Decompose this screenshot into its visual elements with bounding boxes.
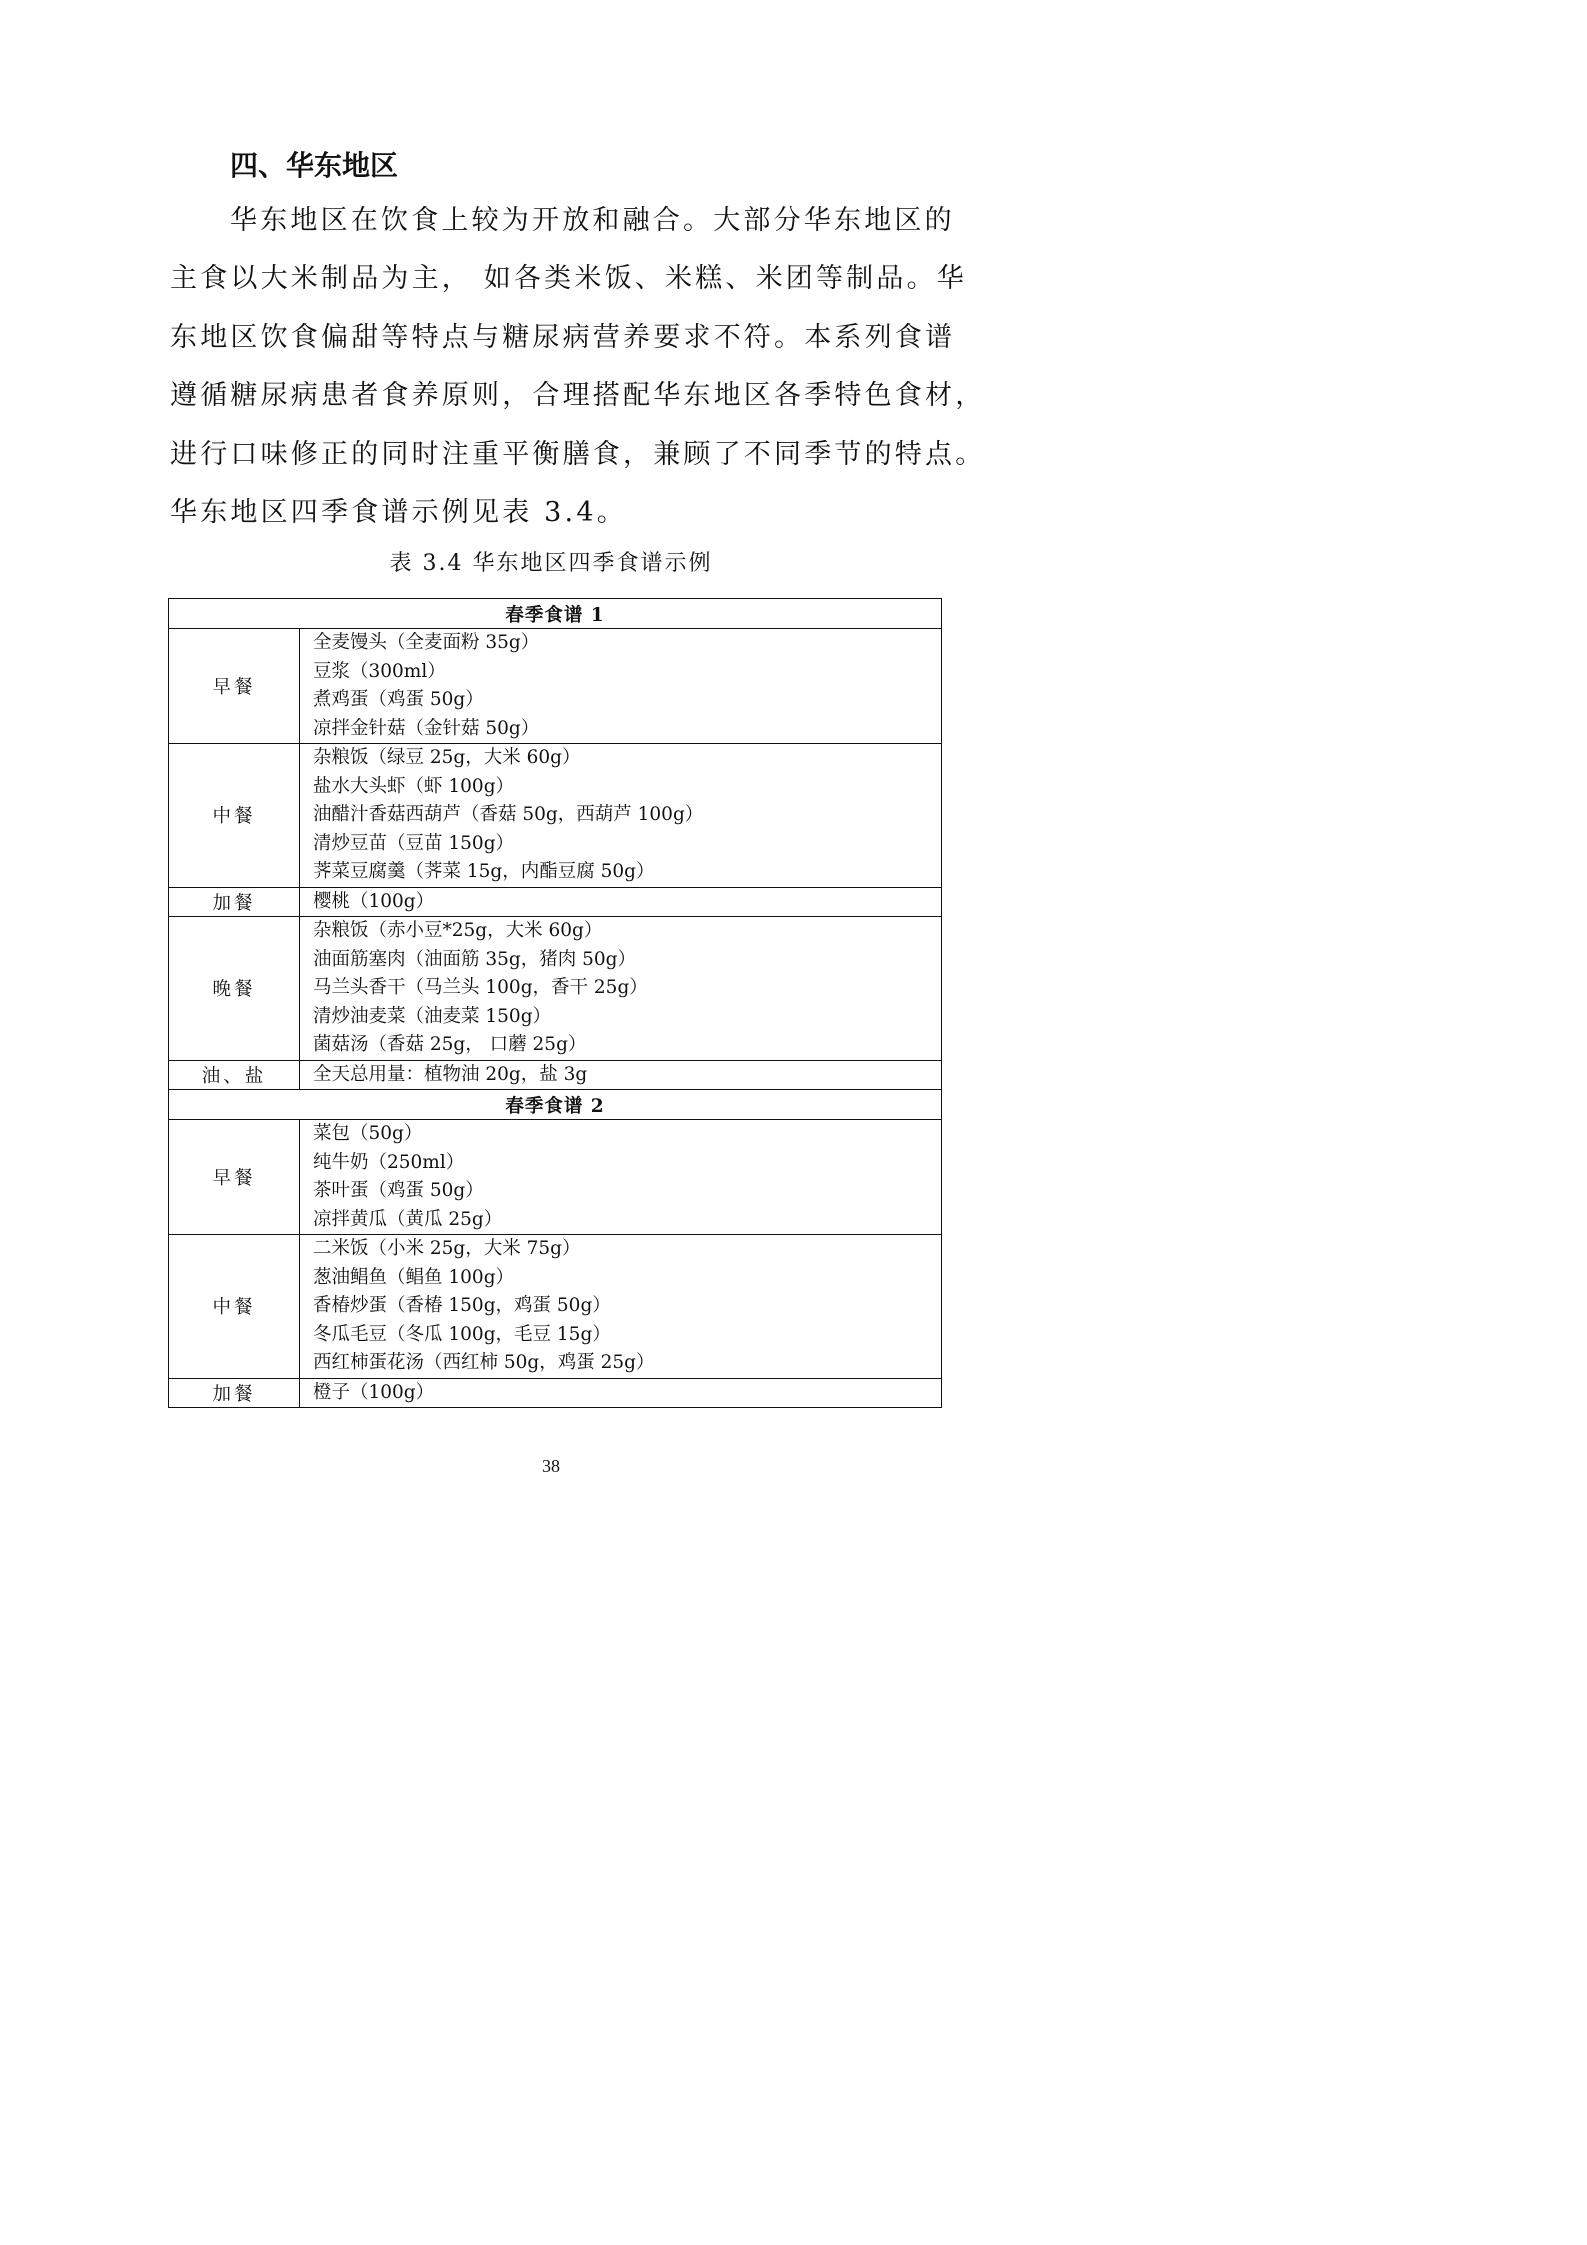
meal-row	[169, 1378, 942, 1408]
intro-paragraph	[170, 192, 986, 542]
page-number: 38	[542, 1456, 560, 1476]
intro-line: 进行口味修正的同时注重平衡膳食，兼顾了不同季节的特点。	[170, 438, 986, 470]
dish-item: 菌菇汤（香菇 25g， 口蘑 25g）	[313, 1034, 587, 1055]
dish-list	[300, 744, 942, 888]
dish-list	[300, 629, 942, 744]
intro-line: 主食以大米制品为主， 如各类米饭、米糕、米团等制品。华	[170, 263, 967, 295]
dish-item: 樱桃（100g）	[313, 890, 435, 912]
dish-item: 葱油鲳鱼（鲳鱼 100g）	[313, 1266, 515, 1288]
meal-row	[169, 917, 942, 1061]
dish-item: 杂粮饭（绿豆 25g，大米 60g）	[313, 747, 581, 768]
intro-line: 华东地区在饮食上较为开放和融合。大部分华东地区的	[230, 205, 955, 236]
dish-list	[300, 917, 942, 1061]
meal-row	[169, 887, 942, 917]
meal-row	[169, 1235, 942, 1379]
meal-name: 加餐	[169, 1378, 300, 1408]
dish-item: 清炒油麦菜（油麦菜 150g）	[313, 1005, 552, 1027]
menu-title: 春季食谱 2	[169, 1090, 942, 1120]
dish-item: 清炒豆苗（豆苗 150g）	[313, 832, 515, 854]
meal-name: 油、盐	[169, 1060, 300, 1090]
menu-title: 春季食谱 1	[169, 599, 942, 629]
menu-title-row	[169, 1090, 942, 1120]
dish-item: 煮鸡蛋（鸡蛋 50g）	[313, 689, 484, 710]
dish-item: 油醋汁香菇西葫芦（香菇 50g，西葫芦 100g）	[313, 804, 704, 825]
dish-item: 荠菜豆腐羹（荠菜 15g，内酯豆腐 50g）	[313, 861, 655, 882]
table-caption: 表 3.4 华东地区四季食谱示例	[389, 551, 713, 576]
meal-name: 早餐	[169, 1120, 300, 1235]
dish-item: 盐水大头虾（虾 100g）	[313, 775, 515, 797]
menu-table-body	[169, 599, 942, 1408]
intro-line: 遵循糖尿病患者食养原则，合理搭配华东地区各季特色食材，	[170, 380, 986, 412]
dish-item: 西红柿蛋花汤（西红柿 50g，鸡蛋 25g）	[313, 1352, 655, 1373]
dish-item: 凉拌黄瓜（黄瓜 25g）	[313, 1208, 503, 1230]
meal-row	[169, 1120, 942, 1235]
meal-name: 早餐	[169, 629, 300, 744]
intro-line: 东地区饮食偏甜等特点与糖尿病营养要求不符。本系列食谱	[170, 321, 956, 353]
meal-name: 中餐	[169, 744, 300, 888]
menu-table	[168, 598, 942, 1408]
dish-list	[300, 1378, 942, 1408]
section-heading: 四、华东地区	[230, 149, 399, 182]
dish-item: 全天总用量：植物油 20g，盐 3g	[313, 1063, 588, 1085]
dish-item: 凉拌金针菇（金针菇 50g）	[313, 717, 540, 739]
dish-item: 全麦馒头（全麦面粉 35g）	[313, 632, 540, 653]
meal-row	[169, 1060, 942, 1090]
dish-item: 茶叶蛋（鸡蛋 50g）	[313, 1180, 484, 1201]
dish-item: 橙子（100g）	[313, 1381, 435, 1403]
dish-list	[300, 1120, 942, 1235]
dish-item: 冬瓜毛豆（冬瓜 100g，毛豆 15g）	[313, 1323, 611, 1345]
dish-item: 香椿炒蛋（香椿 150g，鸡蛋 50g）	[313, 1295, 611, 1316]
dish-item: 马兰头香干（马兰头 100g，香干 25g）	[313, 977, 648, 998]
dish-list	[300, 1060, 942, 1090]
dish-item: 纯牛奶（250ml）	[313, 1151, 465, 1173]
dish-item: 杂粮饭（赤小豆*25g，大米 60g）	[313, 920, 603, 941]
intro-line: 华东地区四季食谱示例见表 3.4。	[170, 496, 627, 528]
menu-title-row	[169, 599, 942, 629]
meal-row	[169, 744, 942, 888]
dish-item: 菜包（50g）	[313, 1123, 423, 1144]
dish-item: 油面筋塞肉（油面筋 35g，猪肉 50g）	[313, 948, 637, 970]
dish-item: 豆浆（300ml）	[313, 660, 446, 682]
dish-list	[300, 887, 942, 917]
meal-name: 加餐	[169, 887, 300, 917]
meal-row	[169, 629, 942, 744]
dish-item: 二米饭（小米 25g，大米 75g）	[313, 1238, 581, 1259]
meal-name: 晚餐	[169, 917, 300, 1061]
dish-list	[300, 1235, 942, 1379]
meal-name: 中餐	[169, 1235, 300, 1379]
